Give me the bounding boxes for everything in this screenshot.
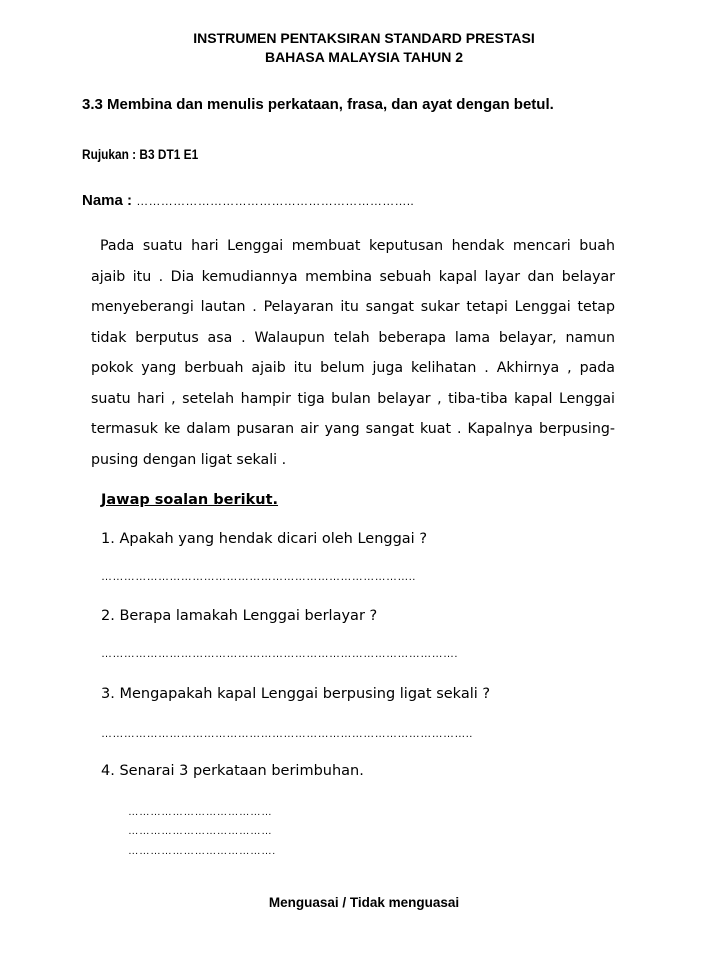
question-2: 2. Berapa lamakah Lenggai berlayar ? — [101, 608, 378, 624]
instruction-heading: Jawap soalan berikut. — [101, 492, 279, 508]
answer-line-4a: ………………………………… — [128, 806, 273, 818]
reference-code: Rujukan : B3 DT1 E1 — [82, 147, 199, 162]
answer-line-1: ……………………………………………………………………….. — [101, 571, 416, 583]
question-1: 1. Apakah yang hendak dicari oleh Lenggai ? — [101, 531, 428, 547]
question-3: 3. Mengapakah kapal Lenggai berpusing ligat sekali ? — [101, 686, 491, 702]
learning-standard: 3.3 Membina dan menulis perkataan, frasa, dan ayat dengan betul. — [82, 96, 554, 113]
question-4: 4. Senarai 3 perkataan berimbuhan. — [101, 763, 364, 779]
name-blank-line: ………………………………………………………….. — [136, 194, 415, 208]
answer-line-2: …………………………………………………………………………………. — [101, 648, 458, 660]
answer-line-4c: …………………………………. — [128, 845, 276, 857]
mastery-status: Menguasai / Tidak menguasai — [268, 895, 460, 910]
header-subtitle: BAHASA MALAYSIA TAHUN 2 — [264, 49, 464, 65]
answer-line-3: …………………………………………………………………………………….. — [101, 728, 473, 740]
name-field — [82, 192, 414, 209]
name-label: Nama : — [82, 192, 133, 209]
header-title: INSTRUMEN PENTAKSIRAN STANDARD PRESTASI — [193, 30, 535, 46]
answer-line-4b: ………………………………… — [128, 825, 273, 837]
reading-passage: Pada suatu hari Lenggai membuat keputusan hendak mencari buah ajaib itu . Dia kemudiannya membina sebuah kapal layar dan belayar menyeberangi lautan . Pelayaran itu sangat sukar tetapi Lenggai tetap tidak berputus asa . Walaupun telah beberapa lama belayar, namun pokok yang berbuah ajaib itu belum juga kelihatan . Akhirnya , pada suatu hari , setelah hampir tiga bulan belayar , tiba-tiba kapal Lenggai termasuk ke dalam pusaran air yang sangat kuat . Kapalnya berpusing-pusing dengan ligat sekali . — [91, 238, 615, 468]
